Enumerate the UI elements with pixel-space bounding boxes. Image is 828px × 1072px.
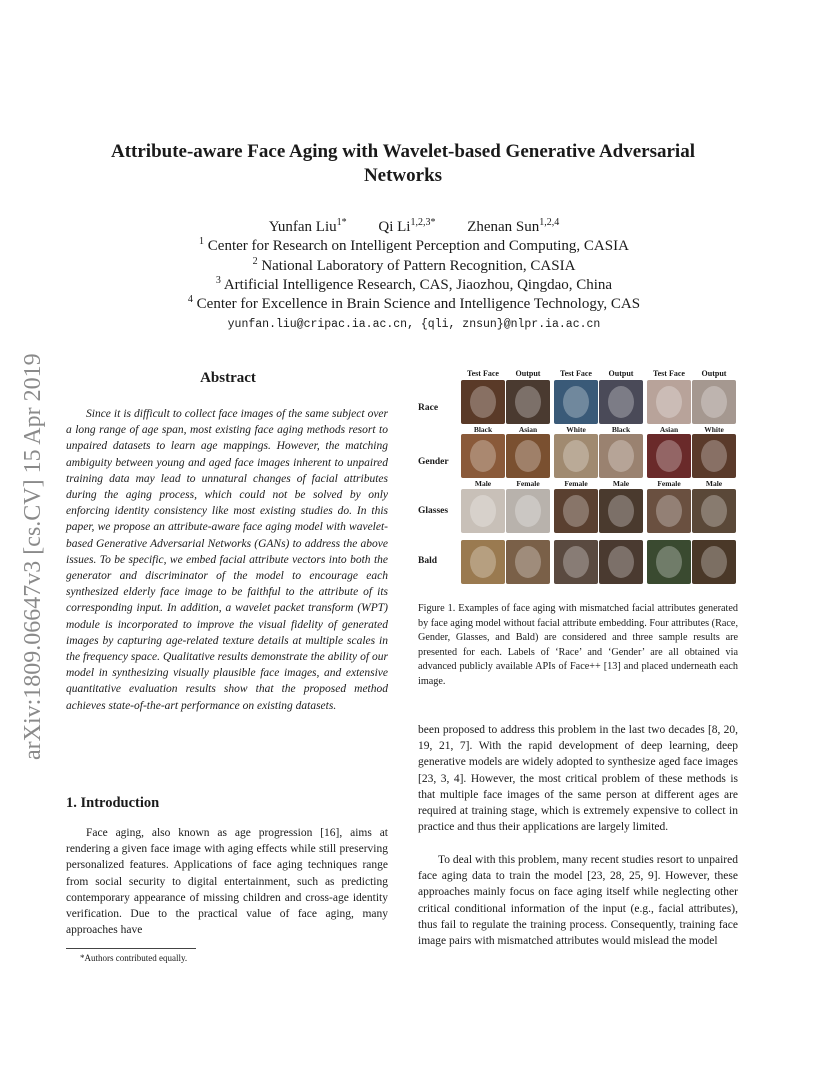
row-label-gender: Gender (418, 457, 449, 467)
col-header: Test Face (467, 369, 499, 378)
affiliation-4: $^4$ Center for Excellence in Brain Science and Intelligence Technology, CAS (187, 294, 641, 312)
face-image (692, 489, 736, 533)
attribute-label: Female (657, 479, 681, 488)
attribute-label: White (566, 425, 586, 434)
attribute-label: Female (564, 479, 588, 488)
face-image (506, 489, 550, 533)
arxiv-stamp (10, 290, 50, 760)
attribute-label: Asian (518, 425, 538, 434)
author-2: Qi $Li^{1,2,3*}$ (378, 217, 436, 235)
author-1: Yunfan Liu$^{1*}$ (268, 217, 347, 235)
face-image (506, 380, 550, 424)
face-image (461, 540, 505, 584)
intro-paragraph-left: Face aging, also known as age progression [16], aims at rendering a given face image with aging effects while still preserving personalized features. Applications of face aging techniques range from social security to digital entertainment, such as predicting contemporary appearance of missing children and cross-age identity verification. Due to the practical value of face aging, many approaches have (66, 827, 388, 937)
intro-paragraph-right-1: been proposed to address this problem in the last two decades [8, 20, 19, 21, 7]. With the rapid development of deep learning, deep generative models are widely adopted to synthesize aged face images [23, 3, 4]. However, the most critical problem of these methods is that multiple face images of the same person at different ages are required at training stage, which is extremely expensive to collect in practice and thus their applications are largely limited. (418, 724, 738, 834)
row-label-race: Race (418, 403, 439, 413)
face-image (647, 489, 691, 533)
row-label-bald: Bald (418, 556, 438, 566)
arxiv-id-text: arXiv:1809.06647v3 [cs.CV] 15 Apr 2019 (20, 353, 46, 760)
attribute-label: Female (516, 479, 540, 488)
col-header: Output (515, 369, 541, 378)
face-image (554, 380, 598, 424)
face-image (692, 380, 736, 424)
col-header: Test Face (560, 369, 592, 378)
figure-1 (418, 368, 738, 590)
attribute-label: Male (612, 479, 630, 488)
face-image (692, 434, 736, 478)
author-3: Zhenan Sun$^{1,2,4}$ (467, 217, 560, 235)
abstract-body: Since it is difficult to collect face images of the same subject over a long range of age span, most existing face aging methods resort to unpaired datasets to learn age mappings. However, the matching ambiguity between young and aged face images inherent to unpaired training data may lead to unnatural changes of facial attributes during the aging process, which could not be solved by only enforcing identity consistency like most existing studies do. In this paper, we propose an attribute-aware face aging model with wavelet-based Generative Adversarial Networks (GANs) to address the above issues. To be specific, we embed facial attribute vectors into both the generator and discriminator of the model to encourage each synthesized elderly face image to be faithful to the attribute of its corresponding input. In addition, a wavelet packet transform (WPT) module is incorporated to improve the visual fidelity of generated images by capturing age-related texture details at multiple scales in the frequency space. Qualitative results demonstrate the ability of our model in synthesizing visually plausible face images, and extensive quantitative evaluation results show that the proposed method achieves state-of-the-art performance on existing datasets. (66, 408, 388, 712)
face-image (647, 540, 691, 584)
footnote: *Authors contributed equally. (80, 953, 188, 963)
abstract-heading: Abstract (200, 370, 256, 386)
row-label-glasses: Glasses (418, 506, 449, 516)
author-emails: yunfan.liu@cripac.ia.ac.cn, {qli, znsun}@nlpr.ia.ac.cn (227, 318, 601, 331)
intro-paragraph-right-2: To deal with this problem, many recent studies resort to unpaired face aging data to train the model [23, 28, 25, 9]. However, these approaches mainly focus on face aging itself while neglecting other critical conditional information of the input (e.g., facial attributes), thus fail to regulate the training process. Consequently, training face image pairs with mismatched attributes would mislead the model (418, 854, 738, 948)
col-header: Test Face (653, 369, 685, 378)
col-header: Output (701, 369, 727, 378)
face-image (554, 434, 598, 478)
face-image (599, 380, 643, 424)
attribute-label: Black (473, 425, 493, 434)
section-heading-introduction: 1. Introduction (66, 795, 160, 811)
face-image (599, 434, 643, 478)
face-image (461, 380, 505, 424)
face-image (647, 380, 691, 424)
affiliation-3: $^3$ Artificial Intelligence Research, CAS, Jiaozhou, Qingdao, China (215, 275, 613, 293)
attribute-label: Male (474, 479, 492, 488)
footnote-rule (66, 948, 196, 949)
face-image (647, 434, 691, 478)
face-image (692, 540, 736, 584)
affiliation-1: $^1$ Center for Research on Intelligent Perception and Computing, CASIA (199, 236, 629, 254)
face-image (506, 540, 550, 584)
face-image (599, 540, 643, 584)
affiliation-2: $^2$ National Laboratory of Pattern Recognition, CASIA (252, 256, 576, 274)
face-image (461, 489, 505, 533)
attribute-label: White (704, 425, 724, 434)
attribute-label: Asian (659, 425, 679, 434)
attribute-label: Male (705, 479, 723, 488)
face-image (506, 434, 550, 478)
col-header: Output (608, 369, 634, 378)
author-list (0, 219, 828, 236)
attribute-label: Black (611, 425, 631, 434)
figure-1-caption: Figure 1. Examples of face aging with mismatched facial attributes generated by face aging model without facial attribute embedding. Four attributes (Race, Gender, Glasses, and Bald) are considered and three sample results are presented for each. Labels of ‘Race’ and ‘Gender’ are all obtained via advanced publicly available APIs of Face++ [13] and placed underneath each image. (418, 603, 738, 687)
face-image (599, 489, 643, 533)
face-image (554, 540, 598, 584)
paper-title: Attribute-aware Face Aging with Wavelet-based Generative Adversarial Networks (111, 141, 695, 186)
face-image (554, 489, 598, 533)
face-image (461, 434, 505, 478)
